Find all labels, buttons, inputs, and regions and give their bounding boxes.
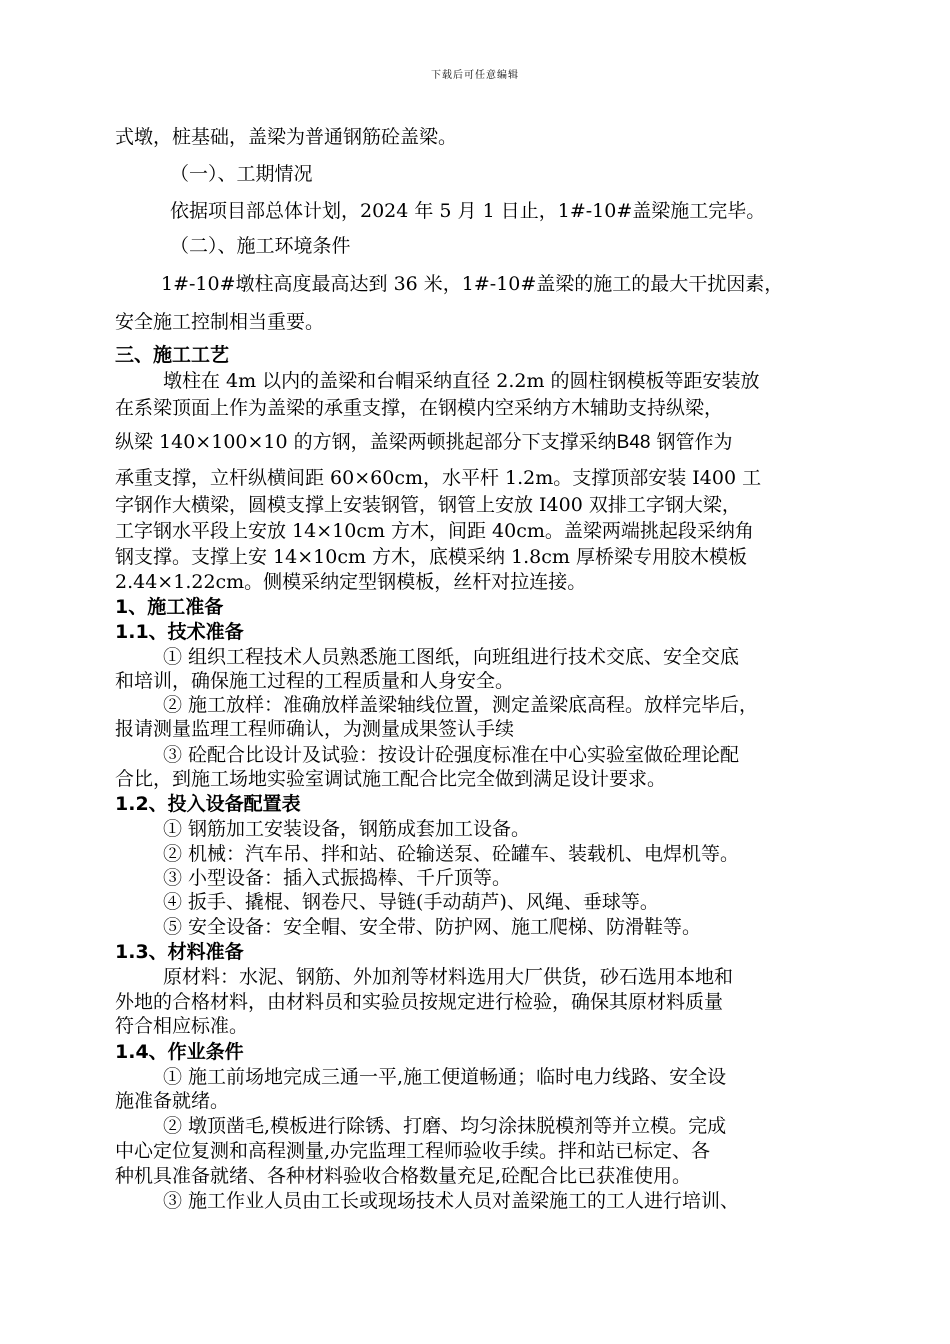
text-line xyxy=(115,430,733,455)
section-subtitle-schedule: （一）、工期情况 xyxy=(170,163,313,185)
text-line: 外地的合格材料，由材料员和实验员按规定进行检验，确保其原材料质量 xyxy=(115,991,724,1013)
page-header: 下载后可任意编辑 xyxy=(431,70,519,81)
text-line: 钢支撑。支撑上安 14×10cm 方木，底模采纳 1.8cm 厚桥梁专用胶木模板 xyxy=(115,546,747,568)
text-line: 中心定位复测和高程测量,办完监理工程师验收手续。拌和站已标定、各 xyxy=(115,1140,711,1162)
list-item: ① 钢筋加工安装设备，钢筋成套加工设备。 xyxy=(163,818,531,840)
text-line: 2.44×1.22cm。侧模采纳定型钢模板，丝杆对拉连接。 xyxy=(115,571,587,593)
text-line: 承重支撑，立杆纵横间距 60×60cm，水平杆 1.2m。支撑顶部安装 I400 工 xyxy=(115,467,762,489)
subsection-heading-technical: 1.1、技术准备 xyxy=(115,621,244,643)
text-line: ② 墩顶凿毛,模板进行除锈、打磨、均匀涂抹脱模剂等并立模。完成 xyxy=(163,1115,727,1137)
list-item: ④ 扳手、撬棍、钢卷尺、导链(手动葫芦)、风绳、垂球等。 xyxy=(163,891,659,913)
text-run: 纵梁 140×100×10 的方钢，盖梁两顿挑起部分下支撑采纳 xyxy=(115,431,617,453)
text-line: ③ 施工作业人员由工长或现场技术人员对盖梁施工的工人进行培训、 xyxy=(163,1190,740,1212)
text-line: ① 组织工程技术人员熟悉施工图纸，向班组进行技术交底、安全交底 xyxy=(163,646,740,668)
text-line: ③ 砼配合比设计及试验：按设计砼强度标准在中心实验室做砼理论配 xyxy=(163,744,740,766)
subsection-heading-materials: 1.3、材料准备 xyxy=(115,941,244,963)
text-line: 种机具准备就绪、各种材料验收合格数量充足,砼配合比已获准使用。 xyxy=(115,1165,692,1187)
text-line: 墩柱在 4m 以内的盖梁和台帽采纳直径 2.2m 的圆柱钢模板等距安装放 xyxy=(163,370,760,392)
list-item: ③ 小型设备：插入式振捣棒、千斤顶等。 xyxy=(163,867,512,889)
text-line: 和培训，确保施工过程的工程质量和人身安全。 xyxy=(115,670,515,692)
text-line: 在系梁顶面上作为盖梁的承重支撑，在钢模内空采纳方木辅助支持纵梁， xyxy=(115,397,724,419)
list-item: ② 机械：汽车吊、拌和站、砼输送泵、砼罐车、装载机、电焊机等。 xyxy=(163,843,740,865)
text-line: 安全施工控制相当重要。 xyxy=(115,311,325,333)
text-line: 合比，到施工场地实验室调试施工配合比完全做到满足设计要求。 xyxy=(115,768,667,790)
text-line: ① 施工前场地完成三通一平,施工便道畅通；临时电力线路、安全设 xyxy=(163,1066,727,1088)
subsection-heading-conditions: 1.4、作业条件 xyxy=(115,1041,244,1063)
text-line: 报请测量监理工程师确认，为测量成果签认手续 xyxy=(115,718,515,740)
section-heading-process: 三、施工工艺 xyxy=(115,344,230,366)
text-line: 1#-10#墩柱高度最高达到 36 米，1#-10#盖梁的施工的最大干扰因素， xyxy=(161,273,784,295)
text-line: ② 施工放样：准确放样盖梁轴线位置，测定盖梁底高程。放样完毕后， xyxy=(163,694,759,716)
section-subtitle-environment: （二）、施工环境条件 xyxy=(170,235,351,257)
text-line: 依据项目部总体计划，2024 年 5 月 1 日止，1#-10#盖梁施工完毕。 xyxy=(170,200,766,222)
text-line: 施准备就绪。 xyxy=(115,1090,230,1112)
list-item: ⑤ 安全设备：安全帽、安全带、防护网、施工爬梯、防滑鞋等。 xyxy=(163,916,702,938)
subsection-heading-equipment: 1.2、投入设备配置表 xyxy=(115,793,301,815)
text-line: 式墩，桩基础，盖梁为普通钢筋砼盖梁。 xyxy=(115,126,458,148)
text-line: 工字钢水平段上安放 14×10cm 方木，间距 40cm。盖梁两端挑起段采纳角 xyxy=(115,520,754,542)
text-line: 符合相应标准。 xyxy=(115,1015,249,1037)
text-line: 原材料：水泥、钢筋、外加剂等材料选用大厂供货，砂石选用本地和 xyxy=(163,966,734,988)
text-run-b48: B48 xyxy=(616,432,651,453)
text-run: 钢管作为 xyxy=(650,431,733,453)
section-heading-preparation: 1、施工准备 xyxy=(115,596,224,618)
text-line: 字钢作大横梁，圆模支撑上安装钢管，钢管上安放 I400 双排工字钢大梁， xyxy=(115,494,741,516)
